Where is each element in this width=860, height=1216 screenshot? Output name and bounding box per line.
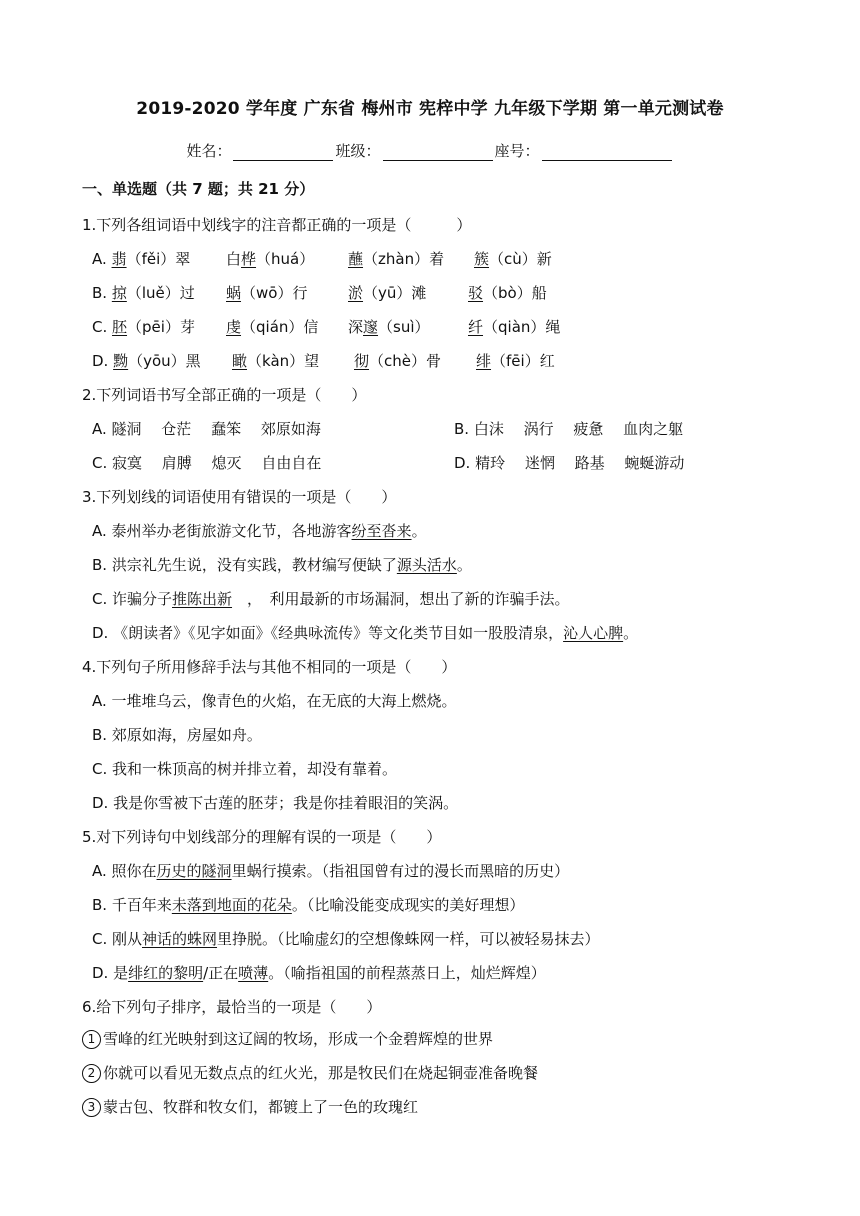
q5-option-c: C. 刚从神话的蛛网里挣脱。（比喻虚幻的空想像蛛网一样，可以被轻易抹去） — [92, 930, 600, 948]
exam-page: 2019-2020 学年度 广东省 梅州市 宪梓中学 九年级下学期 第一单元测试卷 姓名： 班级： 座号： 一、单选题（共 7 题；共 21 分） 1.下列各组词语中划线字的注音都正确的一项是（ ） A. 翡（fěi）翠 白桦（huá） 蘸（zhàn）着 簇（cù）新 B. 掠（luě）过 蜗（wō）行 淤（yū）滩 驳（bò）船 C. 胚（pēi）芽 虔（qián）信 深邃（suì） 纤（qiàn）绳 D. 黝（yōu）黑 瞰（kàn）望 彻（chè）骨 绯（fēi）红 2.下列词语书写全部正确的一项是（ ） A. 隧洞 仓茫 蠢笨 郊原如海 B. 白沫 涡行 疲惫 血肉之躯 C. 寂寞 肩膊 熄灭 自由自在 D. 精玲 迷惘 路基 蜿蜒游动 3.下列划线的词语使用有错误的一项是（ ） A. 泰州举办老街旅游文化节，各地游客纷至沓来。 B. 洪宗礼先生说，没有实践，教材编写便缺了源头活水。 C. 诈骗分子推陈出新 ， 利用最新的市场漏洞，想出了新的诈骗手法。 D. 《朗读者》《见字如面》《经典咏流传》等文化类节目如一股股清泉，沁人心脾。 4.下列句子所用修辞手法与其他不相同的一项是（ ） A. 一堆堆乌云，像青色的火焰，在无底的大海上燃烧。 B. 郊原如海，房屋如舟。 C. 我和一株顶高的树并排立着，却没有靠着。 D. 我是你雪被下古莲的胚芽；我是你挂着眼泪的笑涡。 5.对下列诗句中划线部分的理解有误的一项是（ ） A. 照你在历史的隧洞里蜗行摸索。（指祖国曾有过的漫长而黑暗的历史） B. 千百年来未落到地面的花朵。（比喻没能变成现实的美好理想） C. 刚从神话的蛛网里挣脱。（比喻虚幻的空想像蛛网一样，可以被轻易抹去） D. 是绯红的黎明/正在喷薄。（喻指祖国的前程蒸蒸日上，灿烂辉煌） 6.给下列句子排序，最恰当的一项是（ ） 1 雪峰的红光映射到这辽阔的牧场，形成一个金碧辉煌的世界 2 你就可以看见无数点点的红火光，那是牧民们在烧起铜壶准备晚餐 3 蒙古包、牧群和牧女们，都镀上了一色的玫瑰红 — [0, 0, 860, 1216]
section-heading: 一、单选题（共 7 题；共 21 分） — [82, 180, 315, 198]
q4-option-b: B. 郊原如海，房屋如舟。 — [92, 726, 262, 744]
class-label: 班级： — [335, 142, 381, 160]
seat-blank — [542, 142, 672, 161]
q4-option-a: A. 一堆堆乌云，像青色的火焰，在无底的大海上燃烧。 — [92, 692, 457, 710]
q2-option-c: C. 寂寞 肩膊 熄灭 自由自在 — [92, 454, 322, 472]
q6-item-3: 3 蒙古包、牧群和牧女们，都镀上了一色的玫瑰红 — [82, 1096, 418, 1117]
q6-stem: 6.给下列句子排序，最恰当的一项是（ ） — [82, 998, 382, 1016]
q3-option-c: C. 诈骗分子推陈出新 ， 利用最新的市场漏洞，想出了新的诈骗手法。 — [92, 590, 570, 608]
circled-number: 3 — [82, 1098, 101, 1117]
q4-stem: 4.下列句子所用修辞手法与其他不相同的一项是（ ） — [82, 658, 457, 676]
q4-option-c: C. 我和一株顶高的树并排立着，却没有靠着。 — [92, 760, 398, 778]
q3-option-a: A. 泰州举办老街旅游文化节，各地游客纷至沓来。 — [92, 522, 427, 540]
q1-stem: 1.下列各组词语中划线字的注音都正确的一项是（ ） — [82, 216, 472, 234]
q5-option-a: A. 照你在历史的隧洞里蜗行摸索。（指祖国曾有过的漫长而黑暗的历史） — [92, 862, 570, 880]
name-label: 姓名： — [186, 142, 232, 160]
q5-option-b: B. 千百年来未落到地面的花朵。（比喻没能变成现实的美好理想） — [92, 896, 525, 914]
seat-label: 座号： — [494, 142, 540, 160]
q2-stem: 2.下列词语书写全部正确的一项是（ ） — [82, 386, 367, 404]
exam-title: 2019-2020 学年度 广东省 梅州市 宪梓中学 九年级下学期 第一单元测试卷 — [136, 99, 724, 119]
circled-number: 1 — [82, 1030, 101, 1049]
circled-number: 2 — [82, 1064, 101, 1083]
q3-stem: 3.下列划线的词语使用有错误的一项是（ ） — [82, 488, 397, 506]
q2-option-b: B. 白沫 涡行 疲惫 血肉之躯 — [454, 420, 684, 438]
name-blank — [233, 142, 333, 161]
q2-option-d: D. 精玲 迷惘 路基 蜿蜒游动 — [454, 454, 685, 472]
q4-option-d: D. 我是你雪被下古莲的胚芽；我是你挂着眼泪的笑涡。 — [92, 794, 459, 812]
q6-item-1: 1 雪峰的红光映射到这辽阔的牧场，形成一个金碧辉煌的世界 — [82, 1028, 493, 1049]
q3-option-d: D. 《朗读者》《见字如面》《经典咏流传》等文化类节目如一股股清泉，沁人心脾。 — [92, 624, 639, 642]
class-blank — [383, 142, 493, 161]
q5-option-d: D. 是绯红的黎明/正在喷薄。（喻指祖国的前程蒸蒸日上，灿烂辉煌） — [92, 964, 546, 982]
q3-option-b: B. 洪宗礼先生说，没有实践，教材编写便缺了源头活水。 — [92, 556, 472, 574]
q5-stem: 5.对下列诗句中划线部分的理解有误的一项是（ ） — [82, 828, 442, 846]
student-info-line — [0, 140, 860, 161]
q2-option-a: A. 隧洞 仓茫 蠢笨 郊原如海 — [92, 420, 321, 438]
q6-item-2: 2 你就可以看见无数点点的红火光，那是牧民们在烧起铜壶准备晚餐 — [82, 1062, 538, 1083]
